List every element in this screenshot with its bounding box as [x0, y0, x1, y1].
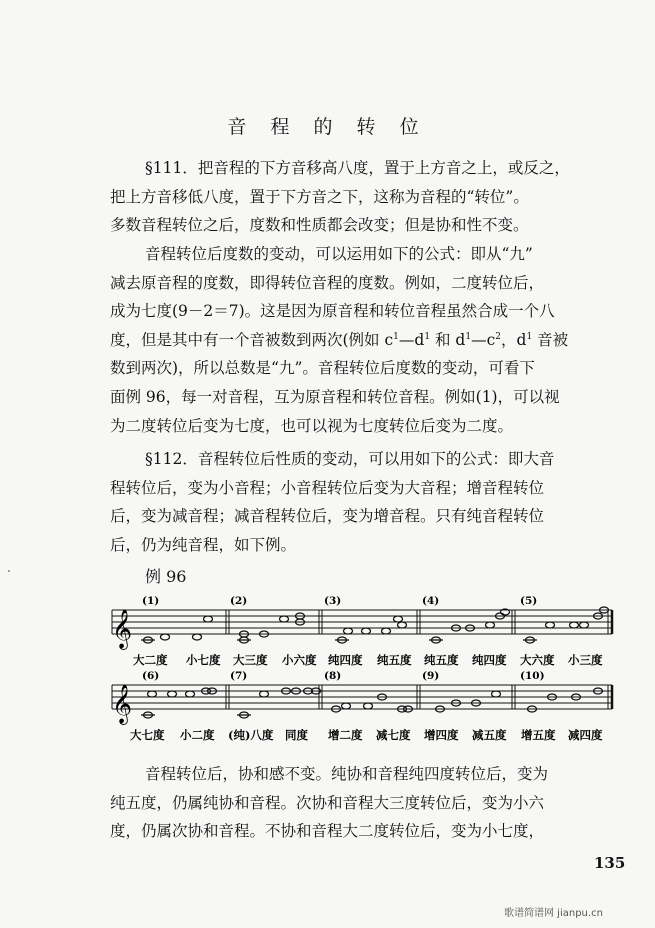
interval-number: (6) — [142, 670, 160, 682]
text-line: 度，仍属次协和音程。不协和音程大二度转位后，变为小七度， — [110, 822, 545, 841]
octave-superscript: 1 — [424, 331, 431, 342]
text-fragment: —c — [471, 330, 496, 349]
page-number: 135 — [594, 854, 626, 872]
text-fragment: 音被 — [532, 330, 569, 349]
interval-label: (纯)八度 — [228, 728, 274, 742]
octave-superscript: 2 — [495, 331, 502, 342]
interval-label: 纯五度 — [424, 653, 459, 667]
music-staff-1 — [0, 590, 655, 670]
interval-label: 增二度 — [328, 728, 363, 742]
text-line: 后，变为减音程；减音程转位后，变为增音程。只有纯音程转位 — [110, 507, 545, 526]
interval-number: (8) — [324, 670, 342, 682]
interval-label: 增五度 — [521, 728, 556, 742]
text-line: 为二度转位后变为七度，也可以视为七度转位后变为二度。 — [110, 416, 514, 435]
paragraph-111 — [110, 154, 630, 240]
text-line: 减去原音程的度数，即得转位音程的度数。例如，二度转位后， — [110, 273, 545, 292]
margin-mark — [8, 570, 10, 572]
text-line: 成为七度(9－2＝7)。这是因为原音程和转位音程虽然合成一个八 — [110, 302, 555, 321]
interval-number: (9) — [422, 670, 440, 682]
interval-number: (5) — [520, 595, 538, 607]
interval-number: (7) — [230, 670, 248, 682]
text-fragment: 度，但是其中有一个音被数到两次(例如 c — [110, 330, 394, 349]
interval-label: 小三度 — [568, 653, 603, 667]
interval-label: 小六度 — [282, 653, 317, 667]
text-line: 音程转位后度数的变动，可以运用如下的公式：即从“九” — [145, 245, 533, 263]
text-line: 数到两次)，所以总数是“九”。音程转位后度数的变动，可看下 — [110, 359, 535, 378]
interval-label: 大三度 — [233, 653, 268, 667]
interval-label: 减四度 — [568, 728, 603, 742]
interval-number: (1) — [142, 595, 160, 607]
text-line: §111．把音程的下方音移高八度，置于上方音之上，或反之， — [145, 159, 570, 177]
treble-clef-icon: 𝄞 — [112, 609, 133, 649]
text-line: 面例 96，每一对音程，互为原音程和转位音程。例如(1)，可以视 — [110, 387, 560, 406]
interval-label: 纯四度 — [328, 653, 363, 667]
octave-superscript: 1 — [393, 331, 399, 342]
text-line: §112．音程转位后性质的变动，可以用如下的公式：即大音 — [145, 450, 555, 468]
octave-superscript: 1 — [526, 331, 533, 342]
interval-label: 增四度 — [424, 728, 459, 742]
interval-label: 大二度 — [133, 653, 168, 667]
interval-number: (3) — [324, 595, 342, 607]
text-fragment: 和 d — [430, 330, 466, 349]
interval-number: (2) — [230, 595, 248, 607]
interval-label: 小二度 — [180, 728, 215, 742]
text-fragment: ，d — [501, 330, 527, 349]
interval-label: 小七度 — [186, 653, 221, 667]
music-staff-2 — [0, 665, 655, 745]
paragraph-consonance — [110, 760, 630, 846]
example-label: 例 96 — [145, 567, 187, 586]
site-watermark: 歌谱简谱网 jianpu.cn — [504, 908, 603, 919]
text-line-with-notes — [110, 326, 630, 355]
text-line: 程转位后，变为小音程；小音程转位后变为大音程；增音程转位 — [110, 478, 545, 497]
treble-clef-icon: 𝄞 — [112, 684, 133, 724]
interval-label: 纯五度 — [377, 653, 412, 667]
octave-superscript: 1 — [465, 331, 472, 342]
page-title: 音 程 的 转 位 — [227, 116, 428, 138]
interval-number: (4) — [422, 595, 440, 607]
text-line: 纯五度，仍属纯协和音程。次协和音程大三度转位后，变为小六 — [110, 793, 545, 812]
text-fragment: —d — [398, 330, 425, 349]
interval-label: 大七度 — [130, 728, 165, 742]
paragraph-interval-degrees — [110, 240, 630, 440]
text-line: 把上方音移低八度，置于下方音之下，这称为音程的“转位”。 — [110, 187, 529, 206]
interval-label: 大六度 — [520, 653, 555, 667]
text-line: 后，仍为纯音程，如下例。 — [110, 535, 297, 554]
interval-label: 同度 — [285, 728, 308, 742]
interval-label: 减五度 — [472, 728, 507, 742]
text-line: 多数音程转位之后，度数和性质都会改变；但是协和性不变。 — [110, 216, 529, 235]
text-line: 音程转位后，协和感不变。纯协和音程纯四度转位后，变为 — [145, 765, 549, 783]
interval-label: 减七度 — [376, 728, 411, 742]
interval-label: 纯四度 — [472, 653, 507, 667]
interval-number: (10) — [520, 670, 545, 682]
paragraph-112 — [110, 445, 630, 559]
